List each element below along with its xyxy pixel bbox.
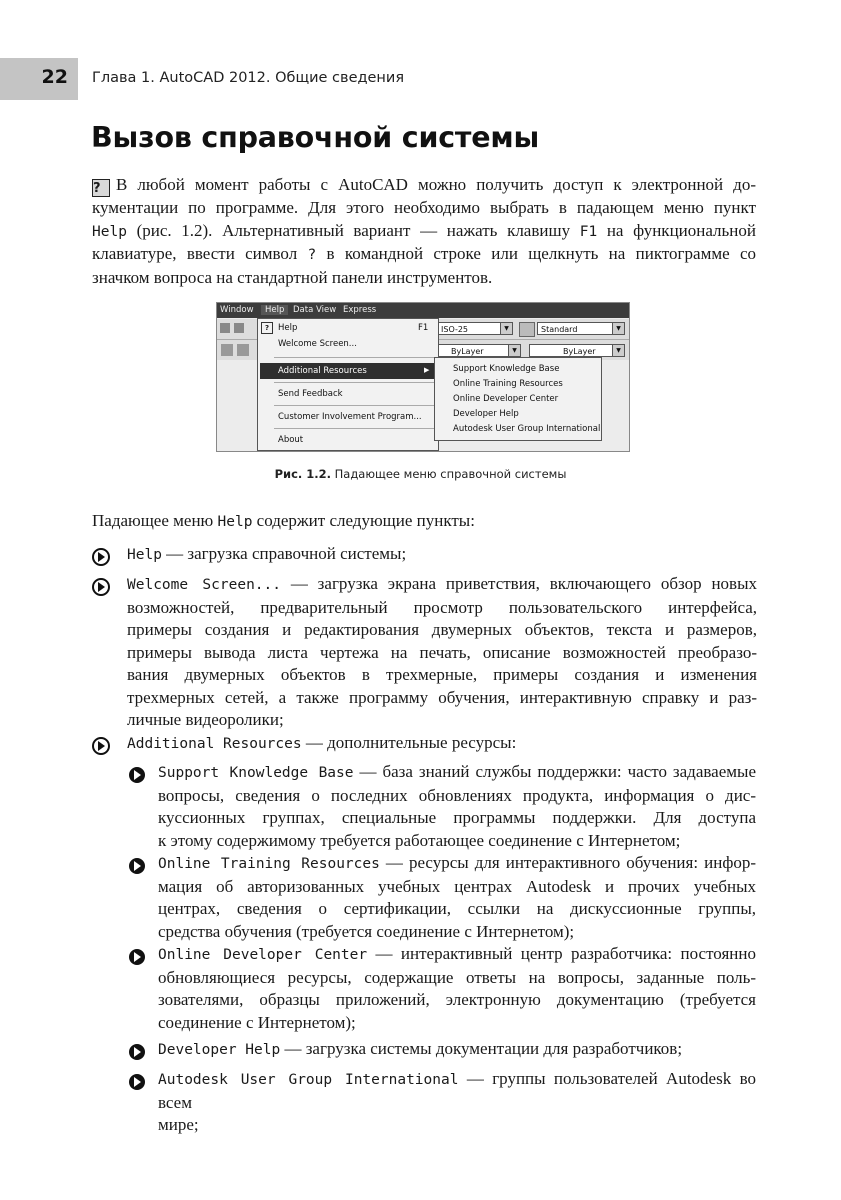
caption-label: Рис. 1.2. <box>274 467 331 481</box>
chevron-down-icon: ▼ <box>508 345 520 356</box>
fig-separator <box>274 382 434 383</box>
fig-linetype-combo <box>529 344 625 357</box>
item-term: Autodesk User Group International <box>158 1072 459 1088</box>
fig-textstyle-combo <box>537 322 625 335</box>
fig-menu-express: Express <box>343 305 377 315</box>
f1-token: F1 <box>579 223 598 240</box>
fig-item-cip: Customer Involvement Program... <box>278 412 422 422</box>
item-line: зователями, образцы приложений, электронную документацию (требуется <box>158 990 756 1009</box>
item-line <box>127 573 757 597</box>
help-question-icon: ? <box>92 179 110 197</box>
chevron-down-icon: ▼ <box>612 323 624 334</box>
list-intro-line <box>92 510 756 534</box>
toolbar-icon <box>234 323 244 333</box>
fig-additional-submenu <box>434 357 602 441</box>
fig-sub-devhelp: Developer Help <box>453 409 519 419</box>
help-menu-screenshot <box>216 302 630 452</box>
subitem-augi <box>158 1068 756 1137</box>
fig-sub-augi: Autodesk User Group International <box>453 424 601 434</box>
item-desc: — интерактивный центр разработчика: постоянно <box>367 944 756 963</box>
fig-item-additional: Additional Resources <box>278 366 367 376</box>
intro-line-3 <box>92 220 756 244</box>
fig-item-feedback: Send Feedback <box>278 389 343 399</box>
intro-text-4a: клавиатуре, ввести символ <box>92 244 308 263</box>
fig-help-icon: ? <box>261 322 273 334</box>
item-line: личные видеоролики; <box>127 710 284 729</box>
bullet-arrow-icon <box>128 857 146 875</box>
fig-sub-training: Online Training Resources <box>453 379 563 389</box>
fig-separator <box>274 428 434 429</box>
bullet-arrow-icon <box>92 578 110 596</box>
item-term: Help <box>127 547 162 563</box>
fig-textstyle-value: Standard <box>541 325 578 334</box>
fig-dimstyle-value: ISO-25 <box>441 325 469 334</box>
item-desc: — загрузка системы документации для разработчиков; <box>280 1039 683 1058</box>
item-line <box>158 943 756 967</box>
caption-text: Падающее меню справочной системы <box>331 467 567 481</box>
list-intro-token: Help <box>217 514 253 530</box>
fig-separator <box>274 357 434 358</box>
item-line: трехмерных сетей, а также программу обучения, интерактивную справку и раз- <box>127 687 757 707</box>
fig-help-dropdown <box>257 318 439 451</box>
item-line: мире; <box>158 1115 199 1134</box>
intro-text-3a: (рис. 1.2). Альтернативный вариант — нажать клавишу <box>126 220 580 240</box>
item-line: к этому содержимому требуется работающее соединение с Интернетом; <box>158 830 681 850</box>
list-item-welcome <box>127 573 757 732</box>
list-intro-end: содержит следующие пункты: <box>252 511 475 530</box>
submenu-arrow-icon: ▶ <box>424 366 430 374</box>
item-desc: — загрузка справочной системы; <box>161 544 407 563</box>
fig-menu-dataview: Data View <box>293 305 337 315</box>
item-term: Welcome Screen... <box>127 577 281 593</box>
item-line: примеры вывода листа чертежа на печать, описание возможностей преобразо- <box>127 642 757 662</box>
fig-sub-devcenter: Online Developer Center <box>453 394 559 404</box>
fig-item-help: Help <box>278 323 298 333</box>
question-symbol: ? <box>307 247 317 263</box>
item-desc: — загрузка экрана приветствия, включающего обзор новых <box>281 574 757 593</box>
chevron-down-icon: ▼ <box>500 323 512 334</box>
item-desc: — база знаний службы поддержки: часто задаваемые <box>353 762 756 781</box>
list-intro-start: Падающее меню <box>92 511 218 530</box>
fig-color-value: ByLayer <box>451 347 484 356</box>
item-term: Online Developer Center <box>158 947 368 963</box>
item-line: возможностей, предварительный просмотр пользовательского интерфейса, <box>127 597 757 617</box>
bullet-arrow-icon <box>128 1073 146 1091</box>
item-line: обновляющиеся ресурсы, содержащие ответы на вопросы, заданные поль- <box>158 967 756 987</box>
page-number: 22 <box>41 66 68 88</box>
chevron-down-icon: ▼ <box>612 345 624 356</box>
bullet-arrow-icon <box>92 548 110 566</box>
intro-line-2: кументации по программе. Для этого необходимо выбрать в падающем меню пункт <box>92 198 756 217</box>
item-line: примеры создания и редактирования двумерных объектов, текста и размеров, <box>127 620 757 639</box>
subitem-devcenter <box>158 943 756 1034</box>
subitem-devhelp <box>158 1038 756 1062</box>
bullet-arrow-icon <box>92 737 110 755</box>
item-line <box>158 1068 756 1114</box>
item-term: Developer Help <box>158 1042 281 1058</box>
intro-text-4b: в командной строке или щелкнуть на пиктограмме со <box>316 244 756 263</box>
item-desc: — дополнительные ресурсы: <box>301 733 517 752</box>
fig-sub-kb: Support Knowledge Base <box>453 364 560 374</box>
fig-color-combo <box>437 344 521 357</box>
fig-item-about: About <box>278 435 304 445</box>
intro-text-1: В любой момент работы с AutoCAD можно получить доступ к электронной до- <box>116 175 756 194</box>
bullet-arrow-icon <box>128 766 146 784</box>
item-line <box>158 852 756 876</box>
item-line: соединение с Интернетом); <box>158 1012 356 1032</box>
item-line <box>158 761 756 785</box>
fig-linetype-value: ByLayer <box>563 347 596 356</box>
intro-paragraph <box>92 174 756 289</box>
list-item-help <box>127 543 757 567</box>
item-term: Online Training Resources <box>158 856 380 872</box>
item-line: центрах, сведения о сертификации, ссылки на дискуссионные группы, <box>158 899 756 918</box>
fig-separator <box>274 405 434 406</box>
figure-caption <box>0 467 841 481</box>
item-line <box>158 1038 756 1062</box>
item-line: вания двумерных объектов в трехмерные, примеры создания и изменения <box>127 665 757 684</box>
intro-line-5: значком вопроса на стандартной панели инструментов. <box>92 267 493 287</box>
toolbar-icon <box>237 344 249 356</box>
item-desc: — ресурсы для интерактивного обучения: инфор- <box>379 853 756 872</box>
section-title: Вызов справочной системы <box>91 121 540 154</box>
item-line: мация об авторизованных учебных центрах Autodesk и прочих учебных <box>158 876 756 896</box>
toolbar-icon <box>220 323 230 333</box>
item-term: Support Knowledge Base <box>158 765 354 781</box>
bullet-arrow-icon <box>128 1043 146 1061</box>
item-line: средства обучения (требуется соединение с Интернетом); <box>158 921 575 941</box>
item-term: Additional Resources <box>127 736 302 752</box>
fig-dimstyle-combo <box>437 322 513 335</box>
page-number-box <box>0 58 78 100</box>
text-style-icon <box>519 322 535 337</box>
intro-line-4 <box>92 243 756 267</box>
intro-text-3b: на функциональной <box>597 220 756 240</box>
help-token: Help <box>92 223 127 240</box>
list-intro <box>92 510 756 534</box>
item-line: куссионных группах, специальные программы поддержки. Для доступа <box>158 808 756 827</box>
fig-item-welcome: Welcome Screen... <box>278 339 357 349</box>
fig-shortcut-f1: F1 <box>418 323 429 333</box>
toolbar-icon <box>221 344 233 356</box>
item-desc: — группы пользователей Autodesk во всем <box>158 1069 756 1112</box>
fig-menu-help: Help <box>261 305 288 315</box>
list-item-additional <box>127 732 757 756</box>
subitem-training <box>158 852 756 943</box>
subitem-kb <box>158 761 756 852</box>
item-line: вопросы, сведения о последних обновлениях продукта, информация о дис- <box>158 785 756 805</box>
intro-line-1 <box>92 174 756 197</box>
bullet-arrow-icon <box>128 948 146 966</box>
running-head: Глава 1. AutoCAD 2012. Общие сведения <box>92 70 405 86</box>
fig-menubar <box>217 303 629 318</box>
fig-menu-window: Window <box>220 305 254 315</box>
